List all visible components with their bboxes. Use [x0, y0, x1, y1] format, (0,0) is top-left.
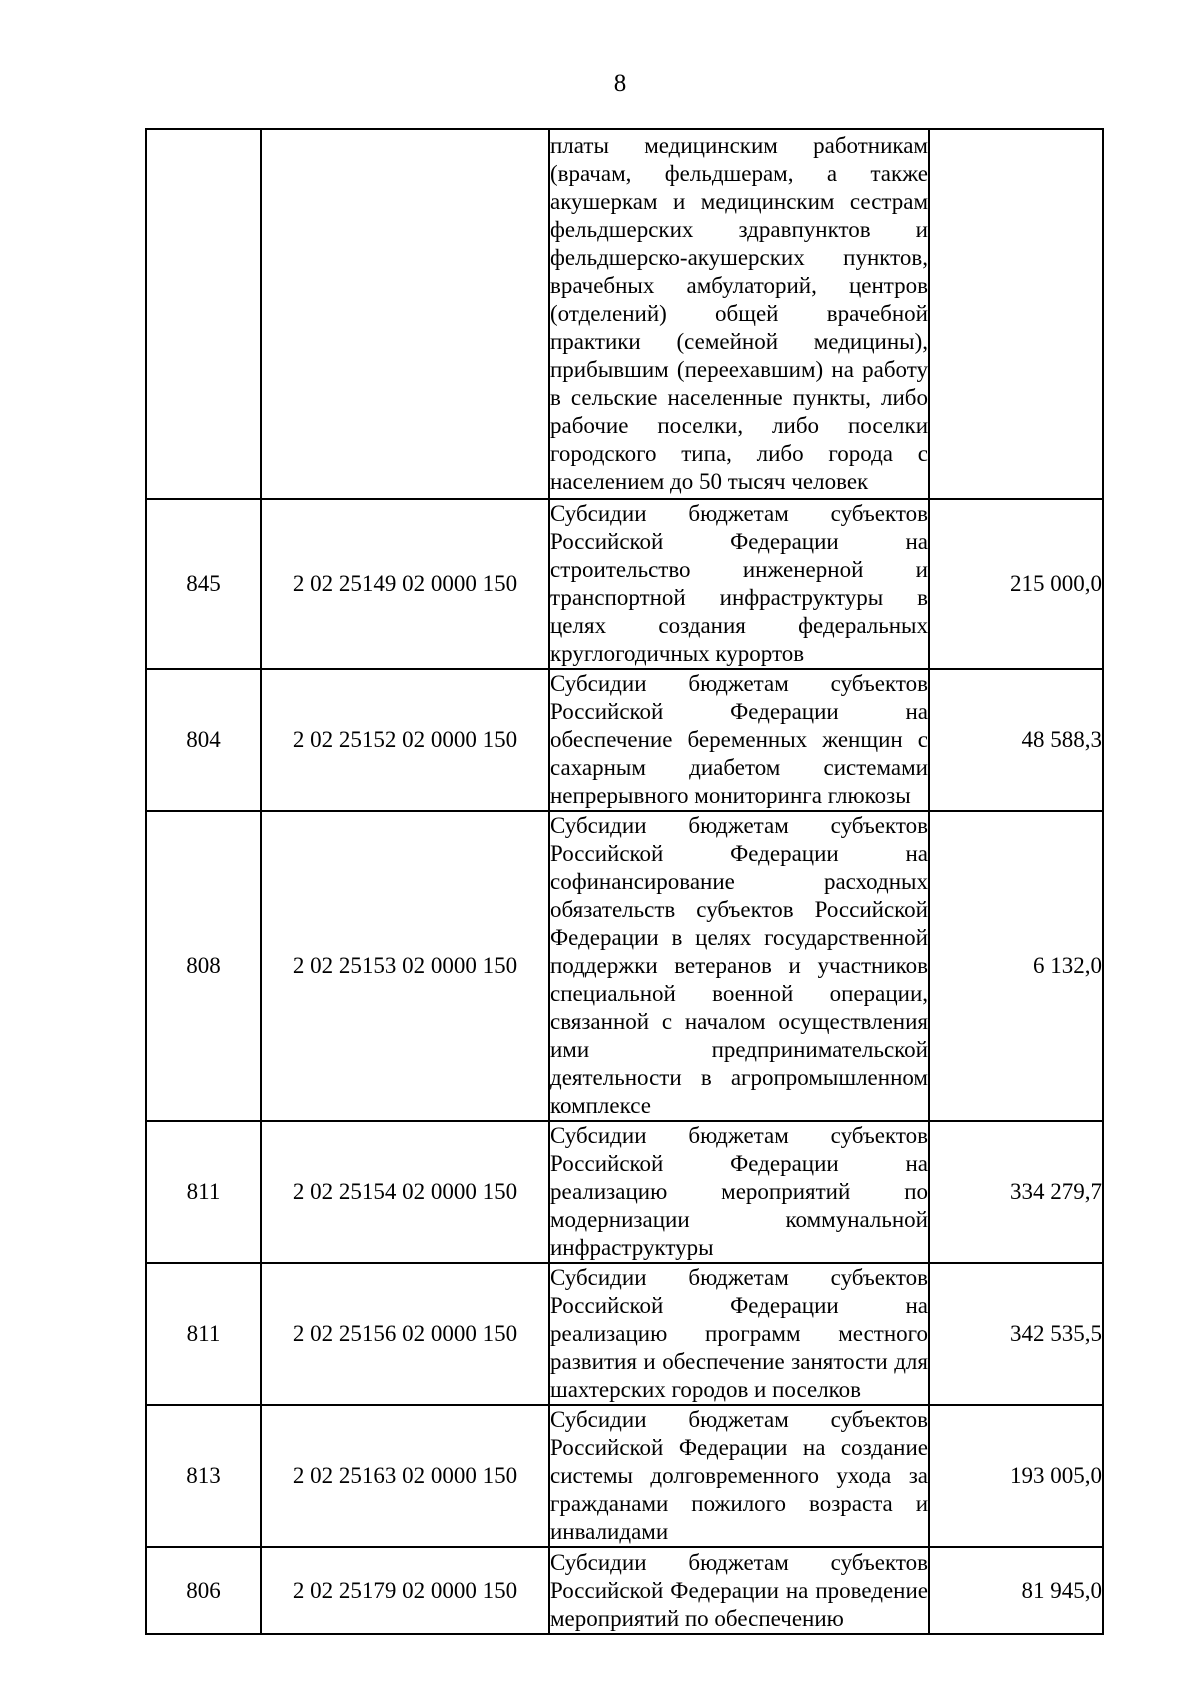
income-name-cell	[549, 1547, 929, 1634]
budget-code-cell: 2 02 25153 02 0000 150	[261, 811, 549, 1121]
income-name-text: Субсидии бюджетам субъектов Российской Федерации на реализацию программ местного развития и обеспечение занятости для шахтерских городов и поселков	[550, 1265, 928, 1402]
amount-cell: 6 132,0	[929, 811, 1103, 1121]
table-row	[146, 811, 1103, 1121]
budget-table	[145, 128, 1104, 1635]
income-name-cell	[549, 1405, 929, 1547]
page-number: 8	[613, 70, 627, 97]
admin-code-cell: 808	[146, 811, 261, 1121]
admin-code-cell: 845	[146, 499, 261, 669]
admin-code-cell	[146, 129, 261, 499]
income-name-cell	[549, 1263, 929, 1405]
admin-code-cell: 806	[146, 1547, 261, 1634]
income-name-cell	[549, 811, 929, 1121]
budget-code-cell: 2 02 25179 02 0000 150	[261, 1547, 549, 1634]
income-name-cell	[549, 499, 929, 669]
income-name-cell	[549, 1121, 929, 1263]
amount-cell	[929, 129, 1103, 499]
budget-code-cell: 2 02 25156 02 0000 150	[261, 1263, 549, 1405]
income-name-text: Субсидии бюджетам субъектов Российской Федерации на строительство инженерной и транспортной инфраструктуры в целях создания федеральных круглогодичных курортов	[550, 501, 928, 666]
table-row	[146, 669, 1103, 811]
table-row	[146, 499, 1103, 669]
table-row	[146, 1263, 1103, 1405]
amount-cell: 81 945,0	[929, 1547, 1103, 1634]
admin-code-cell: 811	[146, 1263, 261, 1405]
income-name-cell	[549, 129, 929, 499]
amount-cell: 342 535,5	[929, 1263, 1103, 1405]
budget-code-cell: 2 02 25154 02 0000 150	[261, 1121, 549, 1263]
admin-code-cell: 813	[146, 1405, 261, 1547]
income-name-text: Субсидии бюджетам субъектов Российской Федерации на обеспечение беременных женщин с сахарным диабетом системами непрерывного мониторинга глюкозы	[550, 671, 928, 808]
table-row	[146, 1405, 1103, 1547]
amount-cell: 334 279,7	[929, 1121, 1103, 1263]
income-name-cell	[549, 669, 929, 811]
amount-cell: 193 005,0	[929, 1405, 1103, 1547]
income-name-text: платы медицинским работникам (врачам, фельдшерам, а также акушеркам и медицинским сестрам фельдшерских здравпунктов и фельдшерско-акушерских пунктов, врачебных амбулаторий, центров (отделений) общей врачебной практики (семейной медицины), прибывшим (переехавшим) на работу в сельские населенные пункты, либо рабочие поселки, либо поселки городского типа, либо города с населением до 50 тысяч человек	[550, 133, 928, 494]
income-name-text: Субсидии бюджетам субъектов Российской Федерации на создание системы долговременного ухода за гражданами пожилого возраста и инвалидами	[550, 1407, 928, 1544]
budget-code-cell	[261, 129, 549, 499]
budget-code-cell: 2 02 25152 02 0000 150	[261, 669, 549, 811]
income-name-text: Субсидии бюджетам субъектов Российской Федерации на софинансирование расходных обязательств субъектов Российской Федерации в целях государственной поддержки ветеранов и участников специальной военной операции, связанной с началом осуществления ими предпринимательской деятельности в агропромышленном комплексе	[550, 813, 928, 1118]
table-row	[146, 1121, 1103, 1263]
budget-code-cell: 2 02 25163 02 0000 150	[261, 1405, 549, 1547]
amount-cell: 215 000,0	[929, 499, 1103, 669]
admin-code-cell: 811	[146, 1121, 261, 1263]
budget-code-cell: 2 02 25149 02 0000 150	[261, 499, 549, 669]
income-name-text: Субсидии бюджетам субъектов Российской Федерации на проведение мероприятий по обеспечению	[550, 1549, 928, 1631]
income-name-text: Субсидии бюджетам субъектов Российской Федерации на реализацию мероприятий по модернизации коммунальной инфраструктуры	[550, 1123, 928, 1260]
table-row	[146, 1547, 1103, 1634]
table-row	[146, 129, 1103, 499]
amount-cell: 48 588,3	[929, 669, 1103, 811]
admin-code-cell: 804	[146, 669, 261, 811]
